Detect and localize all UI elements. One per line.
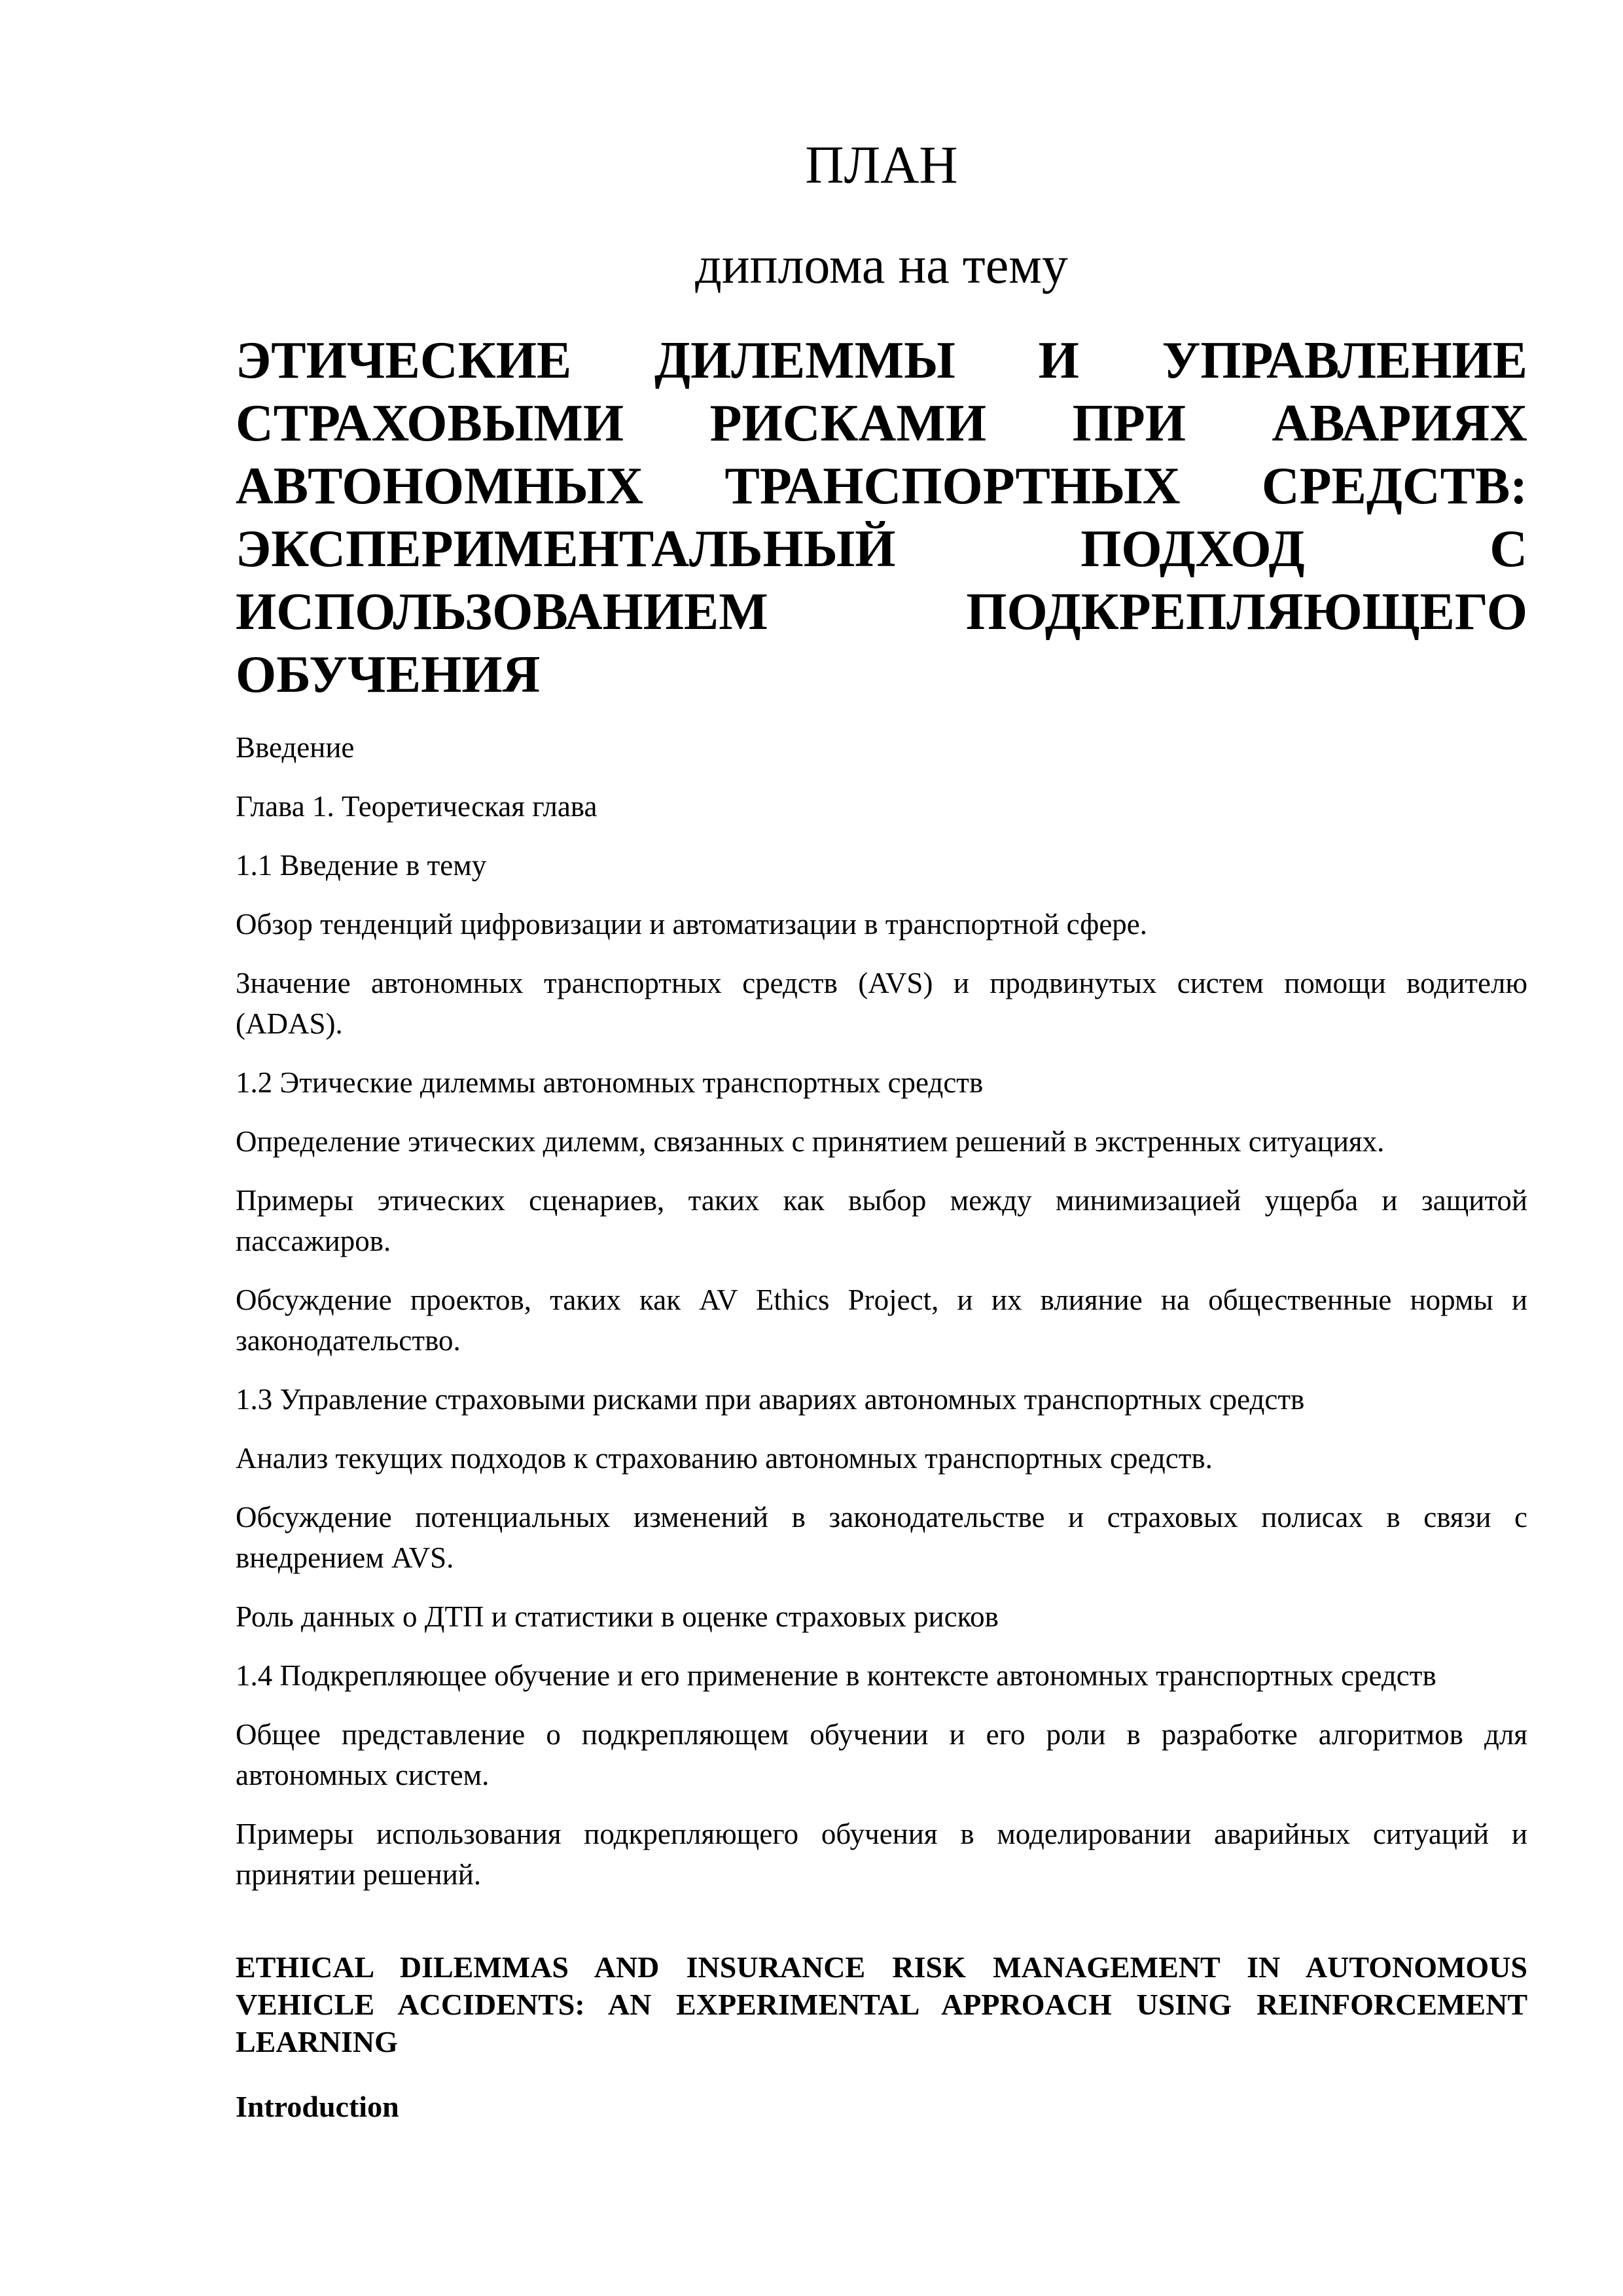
outline-paragraph [236,786,1527,827]
text-line: 1.4 Подкрепляющее обучение и его применение в контексте автономных транспортных средств [236,1659,1436,1692]
text-line: Общее представление о подкрепляющем обучении и его роли в разработке алгоритмов для [236,1718,1527,1751]
text-line: внедрением AVS. [236,1541,454,1574]
text-line: Анализ текущих подходов к страхованию автономных транспортных средств. [236,1442,1213,1475]
text-line: законодательство. [236,1324,461,1357]
outline-paragraph [236,727,1527,768]
text-line: пассажиров. [236,1225,391,1257]
outline-paragraph [236,904,1527,944]
text-line: ЭКСПЕРИМЕНТАЛЬНЫЙ ПОДХОД С [236,520,1527,578]
outline-paragraph [236,963,1527,1044]
outline-paragraph [236,1596,1527,1637]
outline-paragraph [236,1062,1527,1103]
text-line: Введение [236,731,355,764]
outline-paragraph [236,1814,1527,1895]
thesis-outline [236,727,1527,1895]
text-line: автономных систем. [236,1759,490,1791]
outline-paragraph [236,1121,1527,1162]
text-line: АВТОНОМНЫХ ТРАНСПОРТНЫХ СРЕДСТВ: [236,457,1527,515]
text-line: Обсуждение проектов, таких как AV Ethics Project, и их влияние на общественные нормы и [236,1283,1527,1316]
introduction-heading: Introduction [236,2090,399,2123]
thesis-title-english [236,1948,1527,2060]
outline-paragraph [236,1280,1527,1361]
text-line: принятии решений. [236,1858,482,1891]
text-line: Определение этических дилемм, связанных с принятием решений в экстренных ситуациях. [236,1125,1385,1158]
outline-paragraph [236,1714,1527,1795]
text-line: Обсуждение потенциальных изменений в законодательстве и страховых полисах в связи с [236,1501,1527,1534]
plan-title: ПЛАН [805,135,958,194]
text-line: Роль данных о ДТП и статистики в оценке страховых рисков [236,1600,999,1633]
text-line: LEARNING [236,2025,398,2058]
text-line: (ADAS). [236,1007,343,1040]
text-line: ETHICAL DILEMMAS AND INSURANCE RISK MANAGEMENT IN AUTONOMOUS [236,1950,1527,1984]
text-line: 1.2 Этические дилеммы автономных транспортных средств [236,1066,984,1099]
outline-paragraph [236,1379,1527,1420]
text-line: ОБУЧЕНИЯ [236,646,541,704]
text-line: VEHICLE ACCIDENTS: AN EXPERIMENTAL APPROACH USING REINFORCEMENT [236,1988,1527,2021]
text-line: Примеры использования подкрепляющего обучения в моделировании аварийных ситуаций и [236,1818,1527,1850]
outline-paragraph [236,845,1527,886]
outline-paragraph [236,1180,1527,1261]
text-line: ЭТИЧЕСКИЕ ДИЛЕММЫ И УПРАВЛЕНИЕ [236,332,1527,389]
text-line: 1.1 Введение в тему [236,849,487,882]
text-line: ИСПОЛЬЗОВАНИЕМ ПОДКРЕПЛЯЮЩЕГО [236,583,1527,641]
plan-subtitle: диплома на тему [695,237,1068,295]
text-line: СТРАХОВЫМИ РИСКАМИ ПРИ АВАРИЯХ [236,395,1527,452]
text-line: Значение автономных транспортных средств (AVS) и продвинутых систем помощи водителю [236,967,1527,999]
text-line: 1.3 Управление страховыми рисками при авариях автономных транспортных средств [236,1383,1305,1416]
outline-paragraph [236,1655,1527,1696]
text-line: Примеры этических сценариев, таких как выбор между минимизацией ущерба и защитой [236,1184,1527,1217]
text-line: Обзор тенденций цифровизации и автоматизации в транспортной сфере. [236,908,1148,941]
outline-paragraph [236,1497,1527,1578]
thesis-title-russian [236,329,1527,706]
text-line: Глава 1. Теоретическая глава [236,790,597,823]
outline-paragraph [236,1438,1527,1479]
